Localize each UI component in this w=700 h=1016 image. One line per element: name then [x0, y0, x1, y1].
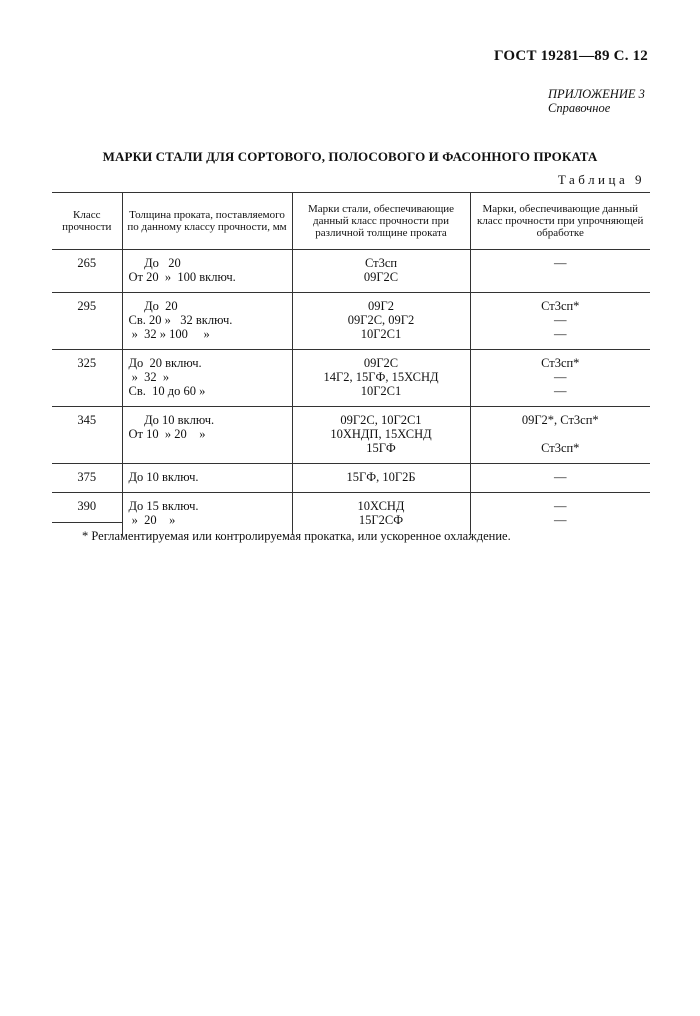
strength-class-cell: 295 [77, 299, 97, 313]
steel-grades-cell-line: 09Г2 [368, 299, 394, 313]
strength-class-cell: 345 [77, 413, 97, 427]
thickness-cell-line: » 32 » 100 » [128, 327, 210, 341]
hardening-grades-cell-line: — [554, 499, 567, 513]
steel-grades-cell-line: 09Г2С [363, 356, 399, 370]
steel-grades-cell-line: 10ХНДП, 15ХСНД [330, 427, 432, 441]
strength-class-cell: 390 [77, 499, 97, 513]
table-number: Таблица 9 [557, 172, 645, 187]
steel-grades-cell-line: 09Г2С, 10Г2С1 [340, 413, 422, 427]
thickness-cell-line: Св. 20 » 32 включ. [128, 313, 233, 327]
steel-grades-cell-line: 10Г2С1 [360, 327, 402, 341]
steel-grades-cell-line: 15ГФ, 10Г2Б [346, 470, 416, 484]
strength-class-cell: 325 [77, 356, 97, 370]
thickness-cell-line: До 20 [128, 256, 181, 270]
appendix-title: ПРИЛОЖЕНИЕ 3 [548, 87, 645, 101]
hardening-grades-cell-line: — [554, 370, 567, 384]
hardening-grades-cell [470, 293, 650, 350]
steel-grades-cell [292, 464, 470, 493]
steel-grades-cell-line: 15ГФ [366, 441, 396, 455]
header-hardening-grades: Марки, обеспечивающие данный класс прочности при упрочняющей обработке [470, 193, 650, 250]
hardening-grades-cell [470, 464, 650, 493]
table-row [52, 350, 650, 407]
table-row [52, 250, 650, 293]
thickness-cell [122, 250, 292, 293]
steel-grades-cell [292, 250, 470, 293]
table-row [52, 464, 650, 493]
thickness-cell-line: » 32 » [128, 370, 170, 384]
thickness-cell-line: От 20 » 100 включ. [128, 270, 236, 284]
appendix-label [548, 87, 645, 115]
hardening-grades-cell-line: — [554, 327, 567, 341]
steel-grades-table [52, 192, 650, 535]
thickness-cell [122, 293, 292, 350]
thickness-cell-line: До 20 включ. [128, 356, 202, 370]
thickness-cell-line: » 20 » [128, 513, 176, 527]
thickness-cell-line: До 20 [128, 299, 178, 313]
table-header-row [52, 193, 650, 250]
hardening-grades-cell-line: — [554, 313, 567, 327]
appendix-subtitle: Справочное [548, 101, 611, 115]
hardening-grades-cell-line: Ст3сп* [541, 356, 580, 370]
strength-class-cell: 375 [77, 470, 97, 484]
hardening-grades-cell-line: 09Г2*, Ст3сп* [521, 413, 599, 427]
steel-grades-cell-line: 10Г2С1 [360, 384, 402, 398]
steel-grades-cell-line: 09Г2С [363, 270, 399, 284]
table-row [52, 293, 650, 350]
footnote: * Регламентируемая или контролируемая прокатка, или ускоренное охлаждение. [82, 529, 511, 543]
table-body [52, 250, 650, 536]
thickness-cell-line: До 10 включ. [128, 413, 215, 427]
hardening-grades-cell-line: — [554, 384, 567, 398]
thickness-cell-line: До 10 включ. [128, 470, 199, 484]
hardening-grades-cell [470, 350, 650, 407]
steel-grades-cell-line: 14Г2, 15ГФ, 15ХСНД [323, 370, 439, 384]
thickness-cell-line: До 15 включ. [128, 499, 199, 513]
hardening-grades-cell [470, 250, 650, 293]
steel-grades-table-container [52, 192, 650, 535]
hardening-grades-cell-line: — [554, 256, 567, 270]
hardening-grades-cell-line: — [554, 513, 567, 527]
steel-grades-cell [292, 350, 470, 407]
steel-grades-cell-line: 09Г2С, 09Г2 [347, 313, 415, 327]
hardening-grades-cell-line: Ст3сп* [541, 299, 580, 313]
thickness-cell [122, 407, 292, 464]
page-reference: ГОСТ 19281—89 С. 12 [494, 48, 648, 64]
strength-class-cell: 265 [77, 256, 97, 270]
footnote-divider [52, 522, 122, 523]
hardening-grades-cell [470, 407, 650, 464]
hardening-grades-cell-line: — [554, 470, 567, 484]
thickness-cell [122, 464, 292, 493]
header-strength-class: Класс прочности [62, 209, 112, 233]
hardening-grades-cell-line: Ст3сп* [541, 441, 580, 455]
steel-grades-cell-line: 15Г2СФ [358, 513, 404, 527]
thickness-cell-line: Св. 10 до 60 » [128, 384, 206, 398]
steel-grades-cell [292, 407, 470, 464]
header-steel-grades: Марки стали, обеспечивающие данный класс прочности при различной толщине проката [292, 193, 470, 250]
thickness-cell-line: От 10 » 20 » [128, 427, 206, 441]
document-title: МАРКИ СТАЛИ ДЛЯ СОРТОВОГО, ПОЛОСОВОГО И ФАСОННОГО ПРОКАТА [102, 149, 598, 164]
table-row [52, 407, 650, 464]
hardening-grades-cell-line [475, 427, 647, 441]
steel-grades-cell-line: 10ХСНД [357, 499, 405, 513]
steel-grades-cell [292, 293, 470, 350]
thickness-cell [122, 350, 292, 407]
steel-grades-cell-line: Ст3сп [364, 256, 398, 270]
header-thickness: Толщина проката, поставляемого по данному классу прочности, мм [122, 193, 292, 250]
